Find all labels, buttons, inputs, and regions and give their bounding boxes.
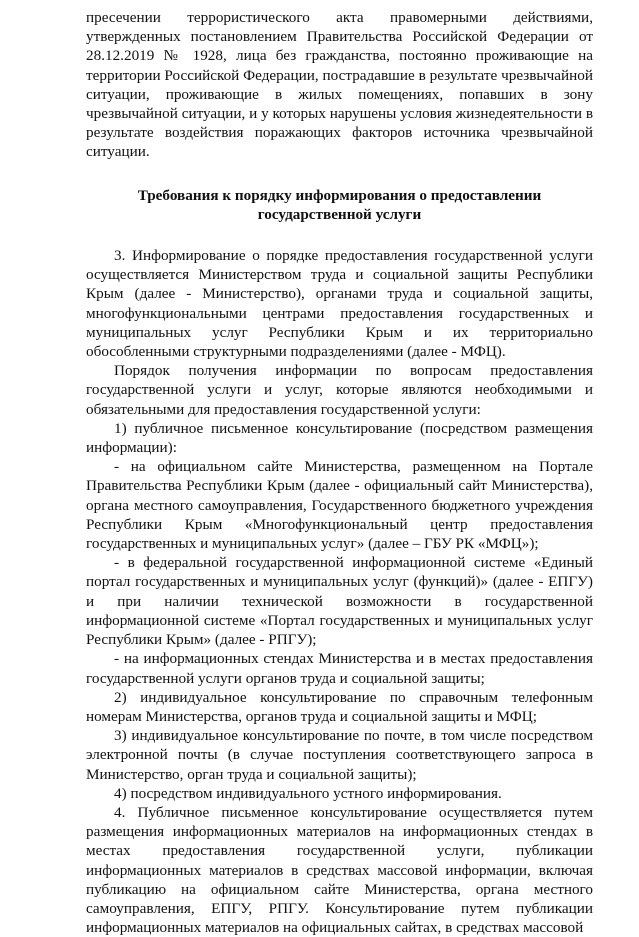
section-heading-line-2: государственной услуги xyxy=(257,205,422,223)
section-heading-line-1: Требования к порядку информирования о предоставлении xyxy=(137,186,542,204)
list-item-public-written: 1) публичное письменное консультирование (посредством размещения информации): xyxy=(86,419,593,457)
list-item-oral-informing: 4) посредством индивидуального устного информирования. xyxy=(114,784,502,802)
list-item-phone-consulting: 2) индивидуальное консультирование по справочным телефонным номерам Министерства, органов труда и социальной защиты и МФЦ; xyxy=(86,688,593,725)
list-item-epgu: - в федеральной государственной информационной системе «Единый портал государственных и муниципальных услуг (функций)» (далее - ЕПГУ) и при наличии технической возможности в государственной информационной системе «Портал государственных и муниципальных услуг Республики Крым» (далее - РПГУ); xyxy=(86,554,593,649)
paragraph-3-informing: 3. Информирование о порядке предоставления государственной услуги осуществляется Министерством труда и социальной защиты Республики Крым (далее - Министерство), органами труда и социальной защиты, многофункциональными центрами предоставления государственных и муниципальных услуг Республики Крым и их территориально обособленными структурными подразделениями (далее - МФЦ). xyxy=(86,247,593,361)
intro-paragraph: пресечении террористического акта правомерными действиями, утвержденных постановлением Правительства Российской Федерации от 28.12.2019 № 1928, лица без гражданства, постоянно проживающие на территории Российской Федерации, пострадавшие в результате чрезвычайной ситуации, проживающие в жилых помещениях, попавших в зону чрезвычайной ситуации, и у которых нарушены условия жизнедеятельности в результате воздействия поражающих факторов источника чрезвычайной ситуации. xyxy=(86,9,593,161)
list-item-official-site: - на официальном сайте Министерства, размещенном на Портале Правительства Республики Крым (далее - официальный сайт Министерства), органа местного самоуправления, Государственного бюджетного учреждения Республики Крым «Многофункциональный центр предоставления государственных и муниципальных услуг» (далее – ГБУ РК «МФЦ»); xyxy=(86,458,593,553)
paragraph-info-procedure: Порядок получения информации по вопросам предоставления государственной услуги и услуг, которые являются необходимыми и обязательными для предоставления государственной услуги: xyxy=(86,362,593,418)
list-item-mail-consulting: 3) индивидуальное консультирование по почте, в том числе посредством электронной почты (в случае поступления соответствующего запроса в Министерство, орган труда и социальной защиты); xyxy=(86,727,593,783)
section-heading xyxy=(86,186,593,224)
list-item-info-stands: - на информационных стендах Министерства и в местах предоставления государственной услуги органов труда и социальной защиты; xyxy=(86,650,593,687)
paragraph-4-public-consulting: 4. Публичное письменное консультирование осуществляется путем размещения информационных материалов на информационных стендах в местах предоставления государственной услуги, публикации информационных материалов в средствах массовой информации, включая публикацию на официальном сайте Министерства, органа местного самоуправления, ЕПГУ, РПГУ. Консультирование путем публикации информационных материалов на официальных сайтах, в средствах массовой xyxy=(86,803,593,937)
